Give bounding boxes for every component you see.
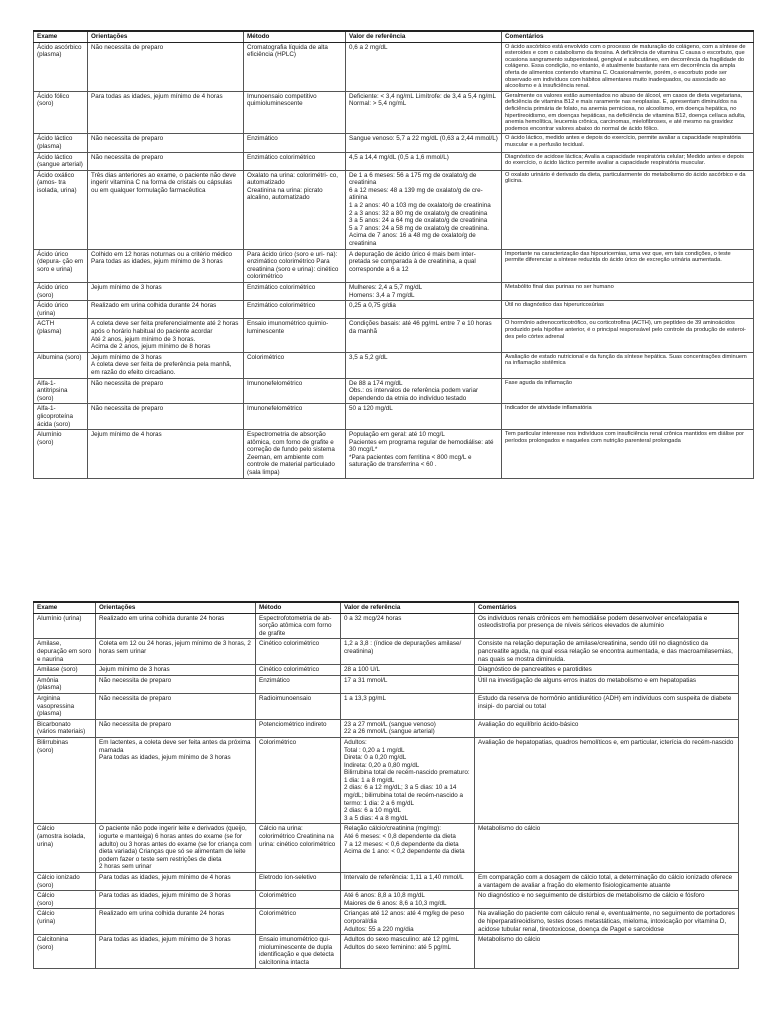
- comentarios-cell: No diagnóstico e no seguimento de distúrbios de metabolismo de cálcio e fósforo: [475, 891, 739, 909]
- table-row: [34, 91, 754, 134]
- comentarios-cell: Fase aguda da inflamação: [502, 378, 754, 404]
- metodo-cell: Enzimático: [244, 134, 346, 152]
- table-row: [34, 301, 754, 319]
- valor-referencia-cell: Deficiente: < 3,4 ng/mL Limítrofe: de 3,4 a 5,4 ng/mL Normal: > 5,4 ng/mL: [346, 91, 502, 134]
- orientacoes-cell: Jejum mínimo de 3 horas: [96, 665, 256, 676]
- orientacoes-cell: Para todas as idades, jejum mínimo de 3 horas: [96, 935, 256, 968]
- exame-cell: Ácido ascórbico (plasma): [34, 42, 88, 91]
- valor-referencia-cell: Sangue venoso: 5,7 a 22 mg/dL (0,63 a 2,44 mmol/L): [346, 134, 502, 152]
- orientacoes-cell: Não necessita de preparo: [88, 42, 244, 91]
- metodo-cell: Ensaio imunométrico quimio- luminescente: [244, 319, 346, 352]
- header-exame: Exame: [34, 602, 96, 613]
- header-comentarios: Comentários: [502, 31, 754, 42]
- table-row: [34, 134, 754, 152]
- table-header-row: [34, 602, 739, 613]
- metodo-cell: Cromatografia líquida de alta eficiência (HPLC): [244, 42, 346, 91]
- orientacoes-cell: Realizado em urina colhida durante 24 horas: [96, 909, 256, 935]
- valor-referencia-cell: 17 a 31 mmol/L: [341, 675, 475, 693]
- metodo-cell: Radioimunoensaio: [256, 693, 341, 719]
- table-row: [34, 824, 739, 873]
- valor-referencia-cell: De 1 a 6 meses: 56 a 175 mg de oxalato/g de creatinina 6 a 12 meses: 48 a 139 mg de oxalato/g de cre- atinina 1 a 2 anos: 40 a 103 mg de oxalato/g de creatinina 2 a 3 anos: 32 a 80 mg de oxalato/g de creatinina 3 a 5 anos: 24 a 64 mg de oxalato/g de creatinina 5 a 7 anos: 24 a 58 mg de oxalato/g de creatinina. Acima de 7 anos: 16 a 48 mg de oxalato/g de creatinina: [346, 170, 502, 249]
- table-row: [34, 42, 754, 91]
- exame-cell: Calcitonina (soro): [34, 935, 96, 968]
- orientacoes-cell: Três dias anteriores ao exame, o paciente não deve ingerir vitamina C na forma de cristais ou cápsulas ou em qualquer formulação farmacêutica: [88, 170, 244, 249]
- valor-referencia-cell: Condições basais: até 46 pg/mL entre 7 e 10 horas da manhã: [346, 319, 502, 352]
- metodo-cell: Colorimétrico: [256, 891, 341, 909]
- header-metodo: Método: [256, 602, 341, 613]
- metodo-cell: Imunonefelométrico: [244, 404, 346, 430]
- orientacoes-cell: Não necessita de preparo: [88, 378, 244, 404]
- orientacoes-cell: Não necessita de preparo: [96, 675, 256, 693]
- comentarios-cell: Metabolismo do cálcio: [475, 935, 739, 968]
- orientacoes-cell: Realizado em urina colhida durante 24 horas: [88, 301, 244, 319]
- comentarios-cell: Consiste na relação depuração de amilase/creatinina, sendo útil no diagnóstico da pancreatite aguda, na qual essa relação se encontra aumentada, e das macroamilasemias, nas quais se mostra diminuída.: [475, 639, 739, 665]
- comentarios-cell: Avaliação do equilíbrio ácido-básico: [475, 719, 739, 737]
- header-metodo: Método: [244, 31, 346, 42]
- metodo-cell: Cinético colorimétrico: [256, 665, 341, 676]
- comentarios-cell: O hormônio adrenocorticotrófico, ou corticotrofina (ACTH), um peptídeo de 39 aminoácidos produzido pela hipófise anterior, é o principal responsável pelo controle da produção de esteroi- des pelo córtex adrenal: [502, 319, 754, 352]
- exame-cell: Amônia (plasma): [34, 675, 96, 693]
- comentarios-cell: Diagnóstico de pancreatites e parotidites: [475, 665, 739, 676]
- valor-referencia-cell: 50 a 120 mg/dL: [346, 404, 502, 430]
- metodo-cell: Oxalato na urina: colorimétri- co, automatizado Creatinina na urina: picrato alcalino, automatizado: [244, 170, 346, 249]
- valor-referencia-cell: A depuração de ácido úrico é mais bem inter- pretada se comparada à de creatinina, a qual corresponde a 6 a 12: [346, 249, 502, 282]
- metodo-cell: Enzimático colorimétrico: [244, 283, 346, 301]
- valor-referencia-cell: 3,5 a 5,2 g/dL: [346, 352, 502, 378]
- comentarios-cell: Indicador de atividade inflamatória: [502, 404, 754, 430]
- header-orientacoes: Orientações: [96, 602, 256, 613]
- orientacoes-cell: Para todas as idades, jejum mínimo de 4 horas: [88, 91, 244, 134]
- orientacoes-cell: Para todas as idades, jejum mínimo de 4 horas: [96, 873, 256, 891]
- orientacoes-cell: Colhido em 12 horas noturnas ou a critério médico Para todas as idades, jejum mínimo de 3 horas: [88, 249, 244, 282]
- table-row: [34, 891, 739, 909]
- table-row: [34, 430, 754, 479]
- metodo-cell: Espectrometria de absorção atômica, com forno de grafite e correção de fundo pelo sistema Zeeman, em ambiente com controle de material particulado (sala limpa): [244, 430, 346, 479]
- exame-cell: Alfa-1-antitripsina (soro): [34, 378, 88, 404]
- table-row: [34, 935, 739, 968]
- exame-cell: Cálcio (soro): [34, 891, 96, 909]
- exam-reference-table-1: [33, 30, 754, 479]
- exame-cell: Amilase (soro): [34, 665, 96, 676]
- valor-referencia-cell: 0,25 a 0,75 g/dia: [346, 301, 502, 319]
- metodo-cell: Espectrofotometria de ab- sorção atômica com forno de grafite: [256, 613, 341, 639]
- orientacoes-cell: Jejum mínimo de 4 horas: [88, 430, 244, 479]
- orientacoes-cell: Não necessita de preparo: [88, 404, 244, 430]
- metodo-cell: Potenciométrico indireto: [256, 719, 341, 737]
- table-row: [34, 873, 739, 891]
- exame-cell: Cálcio ionizado (soro): [34, 873, 96, 891]
- comentarios-cell: O oxalato urinário é derivado da dieta, particularmente do metabolismo do ácido ascórbico e da glicina.: [502, 170, 754, 249]
- exame-cell: Alumínio (soro): [34, 430, 88, 479]
- table-row: [34, 639, 739, 665]
- exame-cell: Amilase, depuração em soro e naurina: [34, 639, 96, 665]
- orientacoes-cell: Não necessita de preparo: [96, 693, 256, 719]
- comentarios-cell: O ácido láctico, medido antes e depois do exercício, permite avaliar a capacidade respiratória muscular e a perfusão tecidual.: [502, 134, 754, 152]
- metodo-cell: Cálcio na urina: colorimétrico Creatinina na urina: cinético colorimétrico: [256, 824, 341, 873]
- table-row: [34, 909, 739, 935]
- orientacoes-cell: Para todas as idades, jejum mínimo de 3 horas: [96, 891, 256, 909]
- exame-cell: Bilirrubinas (soro): [34, 737, 96, 824]
- metodo-cell: Enzimático colorimétrico: [244, 152, 346, 170]
- table-row: [34, 152, 754, 170]
- metodo-cell: Imunonefelométrico: [244, 378, 346, 404]
- orientacoes-cell: O paciente não pode ingerir leite e derivados (queijo, iogurte e manteiga) 6 horas antes do exame (se for adulto) ou 3 horas antes do exame (se for criança com dieta variada) Crianças que só se alimentam de leite podem fazer o teste sem restrições de dieta 2 horas sem urinar: [96, 824, 256, 873]
- comentarios-cell: O ácido ascórbico está envolvido com o processo de maturação do colágeno, com a síntese de esteroides e com o catabolismo da tirosina. A deficiência de vitamina C causa o escorbuto, que ocasiona sangramento subperiosteal, gengival e subcutâneo, em decorrência da fragilidade do colágeno. Essa condição, no entanto, é atualmente bastante rara em decorrência da ampla oferta de alimentos contendo vitamina C. Ocasionalmente, porém, o escorbuto pode ser observado em indivíduos com hábitos alimentares muito inadequados, ou associado ao alcoolismo e à insuficiência renal.: [502, 42, 754, 91]
- header-valor-referencia: Valor de referência: [346, 31, 502, 42]
- table-row: [34, 737, 739, 824]
- table-row: [34, 378, 754, 404]
- metodo-cell: Eletrodo íon-seletivo: [256, 873, 341, 891]
- exame-cell: Bicarbonato (vários materiais): [34, 719, 96, 737]
- metodo-cell: Colorimétrico: [244, 352, 346, 378]
- valor-referencia-cell: Relação cálcio/creatinina (mg/mg): Até 6 meses: < 0,8 dependente da dieta 7 a 12 meses: < 0,6 dependente da dieta Acima de 1 ano: < 0,2 dependente da dieta: [341, 824, 475, 873]
- exame-cell: Alumínio (urina): [34, 613, 96, 639]
- table-row: [34, 693, 739, 719]
- valor-referencia-cell: 0,6 a 2 mg/dL: [346, 42, 502, 91]
- table-row: [34, 665, 739, 676]
- orientacoes-cell: Não necessita de preparo: [88, 134, 244, 152]
- valor-referencia-cell: Até 6 anos: 8,8 a 10,8 mg/dL Maiores de 6 anos: 8,6 a 10,3 mg/dL: [341, 891, 475, 909]
- table-row: [34, 319, 754, 352]
- exame-cell: Ácido úrico (soro): [34, 283, 88, 301]
- comentarios-cell: Diagnóstico de acidose láctica; Avalia a capacidade respiratória celular; Medido antes e depois do exercício, o ácido láctico permite avaliar a capacidade respiratória muscular.: [502, 152, 754, 170]
- comentarios-cell: Na avaliação do paciente com cálculo renal e, eventualmente, no seguimento de portadores de hiperparatireoidismo, testes doses metastáticas, mieloma, intoxicação por vitamina D, acidose tubular renal, tireotoxicose, doença de Paget e sarcoidose: [475, 909, 739, 935]
- valor-referencia-cell: 28 a 100 U/L: [341, 665, 475, 676]
- orientacoes-cell: Jejum mínimo de 3 horas: [88, 283, 244, 301]
- valor-referencia-cell: 1,2 a 3,8 : (índice de depurações amilase/ creatinina): [341, 639, 475, 665]
- exame-cell: Cálcio (amostra isolada, urina): [34, 824, 96, 873]
- table-row: [34, 404, 754, 430]
- valor-referencia-cell: 0 a 32 mcg/24 horas: [341, 613, 475, 639]
- exam-reference-table-2: [33, 601, 739, 969]
- metodo-cell: Para ácido úrico (soro e uri- na): enzimático colorimétrico Para creatinina (soro e urina): cinético colorimétrico: [244, 249, 346, 282]
- orientacoes-cell: Coleta em 12 ou 24 horas, jejum mínimo de 3 horas, 2 horas sem urinar: [96, 639, 256, 665]
- comentarios-cell: Avaliação de hepatopatias, quadros hemolíticos e, em particular, icterícia do recém-nascido: [475, 737, 739, 824]
- orientacoes-cell: Em lactentes, a coleta deve ser feita antes da próxima mamada Para todas as idades, jejum mínimo de 3 horas: [96, 737, 256, 824]
- header-orientacoes: Orientações: [88, 31, 244, 42]
- metodo-cell: Ensaio imunométrico qui- mioluminescente de dupla identificação e que detecta calcitonina intacta: [256, 935, 341, 968]
- valor-referencia-cell: 4,5 a 14,4 mg/dL (0,5 a 1,6 mmol/L): [346, 152, 502, 170]
- comentarios-cell: Avaliação de estado nutricional e da função da síntese hepática. Suas concentrações diminuem na inflamação sistêmica: [502, 352, 754, 378]
- valor-referencia-cell: População em geral: até 10 mcg/L Pacientes em programa regular de hemodiálise: até 30 mcg/L* *Para pacientes com ferritina < 800 mcg/L e saturação de transferrina < 60 .: [346, 430, 502, 479]
- comentarios-cell: Em comparação com a dosagem de cálcio total, a determinação do cálcio ionizado oferece a vantagem de avaliar a fração do elemento fisiologicamente atuante: [475, 873, 739, 891]
- exame-cell: Arginina vasopressina (plasma): [34, 693, 96, 719]
- comentarios-cell: Útil no diagnóstico das hiperuricosúrias: [502, 301, 754, 319]
- valor-referencia-cell: Adultos: Total : 0,20 a 1 mg/dL Direta: 0 a 0,20 mg/dL Indireta: 0,20 a 0,80 mg/dL Bilirrubina total de recém-nascido prematuro: 1 dia: 1 a 8 mg/dL 2 dias: 6 a 12 mg/dL; 3 a 5 dias: 10 a 14 mg/dL; bilirrubina total de recém-nascido a termo: 1 dia: 2 a 6 mg/dL 2 dias: 6 a 10 mg/dL 3 a 5 dias: 4 a 8 mg/dL: [341, 737, 475, 824]
- exame-cell: Albumina (soro): [34, 352, 88, 378]
- comentarios-cell: Metabolismo do cálcio: [475, 824, 739, 873]
- comentarios-cell: Tem particular interesse nos indivíduos com insuficiência renal crônica mantidos em diálise por períodos prolongados e naqueles com nutrição parenteral prolongada: [502, 430, 754, 479]
- valor-referencia-cell: De 88 a 174 mg/dL Obs.: os intervalos de referência podem variar dependendo da etnia do indivíduo testado: [346, 378, 502, 404]
- comentarios-cell: Metabólito final das purinas no ser humano: [502, 283, 754, 301]
- orientacoes-cell: Não necessita de preparo: [88, 152, 244, 170]
- valor-referencia-cell: Crianças até 12 anos: até 4 mg/kg de peso corporal/dia Adultos: 55 a 220 mg/dia: [341, 909, 475, 935]
- comentarios-cell: Útil na investigação de alguns erros inatos do metabolismo e em hepatopatias: [475, 675, 739, 693]
- valor-referencia-cell: 1 a 13,3 pg/mL: [341, 693, 475, 719]
- exame-cell: Ácido fólico (soro): [34, 91, 88, 134]
- metodo-cell: Imunoensaio competitivo quimioluminescente: [244, 91, 346, 134]
- valor-referencia-cell: 23 a 27 mmol/L (sangue venoso) 22 a 26 mmol/L (sangue arterial): [341, 719, 475, 737]
- exame-cell: Cálcio (urina): [34, 909, 96, 935]
- metodo-cell: Colorimétrico: [256, 737, 341, 824]
- metodo-cell: Cinético colorimétrico: [256, 639, 341, 665]
- metodo-cell: Enzimático colorimétrico: [244, 301, 346, 319]
- table-row: [34, 170, 754, 249]
- table-row: [34, 719, 739, 737]
- orientacoes-cell: Realizado em urina colhida durante 24 horas: [96, 613, 256, 639]
- table-row: [34, 283, 754, 301]
- comentarios-cell: Estudo da reserva de hormônio antidiurético (ADH) em indivíduos com suspeita de diabete insipi- do parcial ou total: [475, 693, 739, 719]
- exame-cell: Ácido láctico (sangue arterial): [34, 152, 88, 170]
- exame-cell: Ácido úrico (urina): [34, 301, 88, 319]
- metodo-cell: Enzimático: [256, 675, 341, 693]
- exame-cell: Alfa-1- glicoproteína ácida (soro): [34, 404, 88, 430]
- table-row: [34, 352, 754, 378]
- header-exame: Exame: [34, 31, 88, 42]
- table-header-row: [34, 31, 754, 42]
- table-row: [34, 675, 739, 693]
- table-row: [34, 249, 754, 282]
- comentarios-cell: Geralmente os valores estão aumentados no abuso de álcool, em casos de dieta vegetariana, deficiência de vitamina B12 e mais raramente nas neoplasias. E, apresentam diminuídos na deficiência primária de folato, na anemia perniciosa, no alcoolismo, em doença hepática, no hipertireoidismo, em doenças hepáticas, na deficiência de vitamina B12, doença celíaca adulta, anemia hemolítica, leucemia crônica, carcinomas, mielofibroses, e até mesmo na gravidez podemos encontrar valores abaixo do normal de ácido fólico.: [502, 91, 754, 134]
- header-valor-referencia: Valor de referência: [341, 602, 475, 613]
- header-comentarios: Comentários: [475, 602, 739, 613]
- metodo-cell: Colorimétrico: [256, 909, 341, 935]
- valor-referencia-cell: Intervalo de referência: 1,11 a 1,40 mmol/L: [341, 873, 475, 891]
- exame-cell: Ácido úrico (depura- ção em soro e urina): [34, 249, 88, 282]
- comentarios-cell: Importante na caracterização das hipouricemias, uma vez que, em tais condições, o teste permite diferenciar a síntese reduzida do ácido úrico de excreção urinária aumentada.: [502, 249, 754, 282]
- orientacoes-cell: Não necessita de preparo: [96, 719, 256, 737]
- exame-cell: ACTH (plasma): [34, 319, 88, 352]
- valor-referencia-cell: Mulheres: 2,4 a 5,7 mg/dL Homens: 3,4 a 7 mg/dL: [346, 283, 502, 301]
- comentarios-cell: Os indivíduos renais crônicos em hemodiálise podem desenvolver encefalopatia e osteodistrofia por presença de níveis séricos elevados de alumínio: [475, 613, 739, 639]
- orientacoes-cell: Jejum mínimo de 3 horas A coleta deve ser feita de preferência pela manhã, em razão do efeito circadiano.: [88, 352, 244, 378]
- valor-referencia-cell: Adultos do sexo masculino: até 12 pg/mL Adultos do sexo feminino: até 5 pg/mL: [341, 935, 475, 968]
- orientacoes-cell: A coleta deve ser feita preferencialmente até 2 horas após o horário habitual do paciente acordar Até 2 anos, jejum mínimo de 3 horas. Acima de 2 anos, jejum mínimo de 8 horas: [88, 319, 244, 352]
- exame-cell: Ácido láctico (plasma): [34, 134, 88, 152]
- table-row: [34, 613, 739, 639]
- exame-cell: Ácido oxálico (amos- tra isolada, urina): [34, 170, 88, 249]
